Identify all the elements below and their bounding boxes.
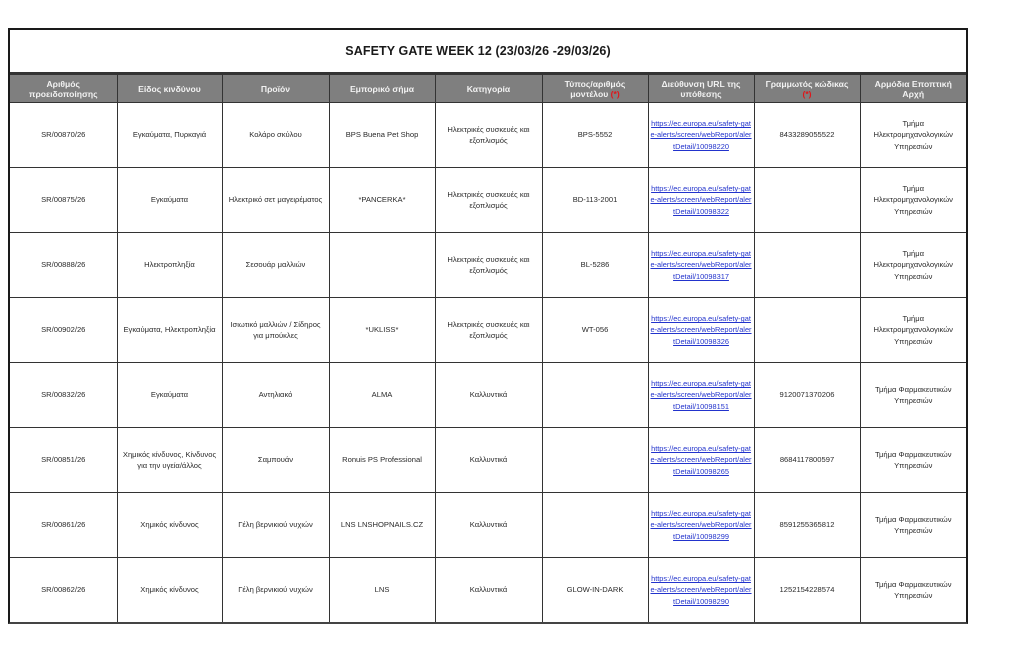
alert-detail-link[interactable]: https://ec.europa.eu/safety-gate-alerts/screen/webReport/alertDetail/10098220 [650, 119, 752, 151]
cell-model-text: WT-056 [581, 325, 609, 335]
cell-model-text: BD-113-2001 [572, 195, 618, 205]
cell-brand [329, 233, 435, 298]
cell-product-text: Σεσουάρ μαλλιών [245, 260, 306, 270]
table-row [10, 363, 966, 428]
document-title: SAFETY GATE WEEK 12 (23/03/26 -29/03/26) [345, 44, 611, 58]
cell-alert-number-text: SR/00862/26 [41, 585, 86, 595]
cell-authority [860, 103, 966, 168]
cell-barcode [754, 168, 860, 233]
cell-category [435, 168, 542, 233]
cell-barcode-text: 8684117800597 [779, 455, 835, 465]
cell-risk-type [117, 298, 222, 363]
cell-risk-type [117, 558, 222, 623]
cell-brand-text: LNS LNSHOPNAILS.CZ [340, 520, 424, 530]
cell-product-text: Κολάρο σκύλου [249, 130, 302, 140]
table-row [10, 233, 966, 298]
cell-model [542, 558, 648, 623]
cell-risk-type [117, 493, 222, 558]
cell-brand-text: BPS Buena Pet Shop [345, 130, 419, 140]
cell-model [542, 428, 648, 493]
alert-detail-link[interactable]: https://ec.europa.eu/safety-gate-alerts/screen/webReport/alertDetail/10098265 [650, 444, 752, 476]
cell-risk-type [117, 233, 222, 298]
cell-authority [860, 363, 966, 428]
cell-barcode [754, 428, 860, 493]
cell-brand [329, 298, 435, 363]
header-authority: Αρμόδια Εποπτική Αρχή [860, 75, 966, 103]
header-alert-number: Αριθμός προειδοποίησης [10, 75, 117, 103]
cell-brand [329, 428, 435, 493]
cell-product [222, 558, 329, 623]
cell-alert-number-text: SR/00851/26 [41, 455, 86, 465]
cell-url [648, 168, 754, 233]
cell-model [542, 298, 648, 363]
cell-category [435, 558, 542, 623]
cell-barcode [754, 558, 860, 623]
alert-detail-link[interactable]: https://ec.europa.eu/safety-gate-alerts/screen/webReport/alertDetail/10098322 [650, 184, 752, 216]
header-model: Τύπος/αριθμός μοντέλου (*) [542, 75, 648, 103]
table-row [10, 103, 966, 168]
cell-category-text: Καλλυντικά [469, 390, 508, 400]
cell-url [648, 298, 754, 363]
cell-alert-number [10, 233, 117, 298]
cell-authority-text: Τμήμα Ηλεκτρομηχανολογικών Υπηρεσιών [873, 118, 953, 151]
cell-brand-text: *PANCERKA* [358, 195, 406, 205]
cell-authority-text: Τμήμα Ηλεκτρομηχανολογικών Υπηρεσιών [873, 183, 953, 216]
cell-alert-number [10, 428, 117, 493]
cell-brand-text: *UKLISS* [365, 325, 399, 335]
cell-risk-type-text: Χημικός κίνδυνος [140, 520, 199, 530]
cell-alert-number-text: SR/00888/26 [41, 260, 86, 270]
cell-alert-number [10, 298, 117, 363]
header-barcode: Γραμμωτός κώδικας (*) [754, 75, 860, 103]
alert-detail-link[interactable]: https://ec.europa.eu/safety-gate-alerts/screen/webReport/alertDetail/10098151 [650, 379, 752, 411]
cell-category [435, 428, 542, 493]
cell-brand [329, 168, 435, 233]
cell-alert-number-text: SR/00875/26 [41, 195, 86, 205]
cell-risk-type [117, 103, 222, 168]
cell-brand [329, 558, 435, 623]
cell-alert-number-text: SR/00870/26 [41, 130, 86, 140]
cell-risk-type-text: Ηλεκτροπληξία [144, 260, 195, 270]
cell-url [648, 428, 754, 493]
cell-category-text: Καλλυντικά [469, 455, 508, 465]
cell-model-text: BPS-5552 [577, 130, 613, 140]
cell-category-text: Καλλυντικά [469, 520, 508, 530]
cell-product-text: Σαμπουάν [257, 455, 294, 465]
cell-risk-type-text: Χημικός κίνδυνος [140, 585, 199, 595]
cell-product [222, 428, 329, 493]
cell-category [435, 493, 542, 558]
table-row [10, 558, 966, 623]
cell-risk-type [117, 168, 222, 233]
cell-product [222, 298, 329, 363]
cell-authority-text: Τμήμα Φαρμακευτικών Υπηρεσιών [874, 514, 952, 535]
cell-alert-number [10, 493, 117, 558]
cell-barcode-text: 9120071370206 [779, 390, 835, 400]
cell-brand [329, 493, 435, 558]
title-row [10, 30, 966, 74]
cell-risk-type-text: Εγκαύματα [150, 195, 189, 205]
cell-risk-type-text: Εγκαύματα, Ηλεκτροπληξία [123, 325, 216, 335]
cell-model-text: GLOW-IN-DARK [566, 585, 624, 595]
cell-model [542, 168, 648, 233]
cell-alert-number [10, 558, 117, 623]
cell-category-text: Ηλεκτρικές συσκευές και εξοπλισμός [447, 254, 530, 275]
cell-model [542, 103, 648, 168]
cell-category [435, 103, 542, 168]
cell-product-text: Αντηλιακό [258, 390, 293, 400]
cell-brand [329, 103, 435, 168]
cell-barcode [754, 103, 860, 168]
cell-risk-type [117, 428, 222, 493]
cell-authority-text: Τμήμα Φαρμακευτικών Υπηρεσιών [874, 449, 952, 470]
cell-category [435, 363, 542, 428]
cell-risk-type-text: Εγκαύματα [150, 390, 189, 400]
alert-detail-link[interactable]: https://ec.europa.eu/safety-gate-alerts/screen/webReport/alertDetail/10098317 [650, 249, 752, 281]
alert-detail-link[interactable]: https://ec.europa.eu/safety-gate-alerts/screen/webReport/alertDetail/10098299 [650, 509, 752, 541]
cell-product [222, 233, 329, 298]
cell-brand-text: ALMA [371, 390, 393, 400]
table-row [10, 168, 966, 233]
alert-detail-link[interactable]: https://ec.europa.eu/safety-gate-alerts/screen/webReport/alertDetail/10098290 [650, 574, 752, 606]
cell-authority [860, 428, 966, 493]
cell-url [648, 103, 754, 168]
cell-alert-number [10, 363, 117, 428]
cell-product-text: Γέλη βερνικιού νυχιών [238, 585, 313, 595]
header-product: Προϊόν [222, 75, 329, 103]
cell-barcode [754, 298, 860, 363]
cell-risk-type-text: Εγκαύματα, Πυρκαγιά [132, 130, 207, 140]
safety-gate-table-sheet [8, 28, 968, 624]
cell-risk-type-text: Χημικός κίνδυνος, Κίνδυνος για την υγεία/άλλος [122, 449, 217, 470]
cell-authority [860, 233, 966, 298]
cell-alert-number-text: SR/00902/26 [41, 325, 86, 335]
table-row [10, 428, 966, 493]
cell-product [222, 363, 329, 428]
cell-authority-text: Τμήμα Φαρμακευτικών Υπηρεσιών [874, 579, 952, 600]
cell-authority [860, 558, 966, 623]
cell-barcode-text: 1252154228574 [779, 585, 835, 595]
cell-url [648, 363, 754, 428]
required-mark: (*) [802, 88, 812, 99]
header-category: Κατηγορία [435, 75, 542, 103]
required-mark: (*) [610, 88, 620, 99]
cell-url [648, 233, 754, 298]
cell-url [648, 493, 754, 558]
header-row [10, 75, 966, 103]
cell-authority-text: Τμήμα Ηλεκτρομηχανολογικών Υπηρεσιών [873, 248, 953, 281]
cell-barcode [754, 363, 860, 428]
cell-brand [329, 363, 435, 428]
cell-product [222, 168, 329, 233]
cell-alert-number-text: SR/00832/26 [41, 390, 86, 400]
cell-category-text: Ηλεκτρικές συσκευές και εξοπλισμός [447, 124, 530, 145]
cell-barcode [754, 493, 860, 558]
cell-category [435, 233, 542, 298]
table-row [10, 298, 966, 363]
cell-alert-number [10, 168, 117, 233]
cell-brand-text: LNS [374, 585, 390, 595]
cell-model [542, 493, 648, 558]
cell-category [435, 298, 542, 363]
cell-barcode [754, 233, 860, 298]
cell-category-text: Ηλεκτρικές συσκευές και εξοπλισμός [447, 189, 530, 210]
cell-product [222, 103, 329, 168]
cell-product [222, 493, 329, 558]
header-brand: Εμπορικό σήμα [329, 75, 435, 103]
cell-barcode-text: 8591255365812 [779, 520, 835, 530]
cell-authority-text: Τμήμα Φαρμακευτικών Υπηρεσιών [874, 384, 952, 405]
cell-brand-text: Ronuis PS Professional [342, 455, 422, 465]
cell-authority [860, 493, 966, 558]
cell-product-text: Γέλη βερνικιού νυχιών [238, 520, 313, 530]
cell-url [648, 558, 754, 623]
cell-authority-text: Τμήμα Ηλεκτρομηχανολογικών Υπηρεσιών [873, 313, 953, 346]
cell-product-text: Ηλεκτρικό σετ μαγειρέματος [228, 195, 323, 205]
cell-alert-number-text: SR/00861/26 [41, 520, 86, 530]
alerts-table [10, 74, 966, 622]
header-risk-type: Είδος κινδύνου [117, 75, 222, 103]
cell-authority [860, 168, 966, 233]
header-url: Διεύθυνση URL της υπόθεσης [648, 75, 754, 103]
table-row [10, 493, 966, 558]
cell-authority [860, 298, 966, 363]
cell-model [542, 363, 648, 428]
cell-risk-type [117, 363, 222, 428]
cell-product-text: Ισιωτικό μαλλιών / Σίδηρος για μπούκλες [230, 319, 321, 340]
cell-category-text: Καλλυντικά [469, 585, 508, 595]
cell-model [542, 233, 648, 298]
alert-detail-link[interactable]: https://ec.europa.eu/safety-gate-alerts/screen/webReport/alertDetail/10098326 [650, 314, 752, 346]
cell-alert-number [10, 103, 117, 168]
cell-barcode-text: 8433289055522 [779, 130, 835, 140]
cell-model-text: BL-5286 [580, 260, 610, 270]
cell-category-text: Ηλεκτρικές συσκευές και εξοπλισμός [447, 319, 530, 340]
